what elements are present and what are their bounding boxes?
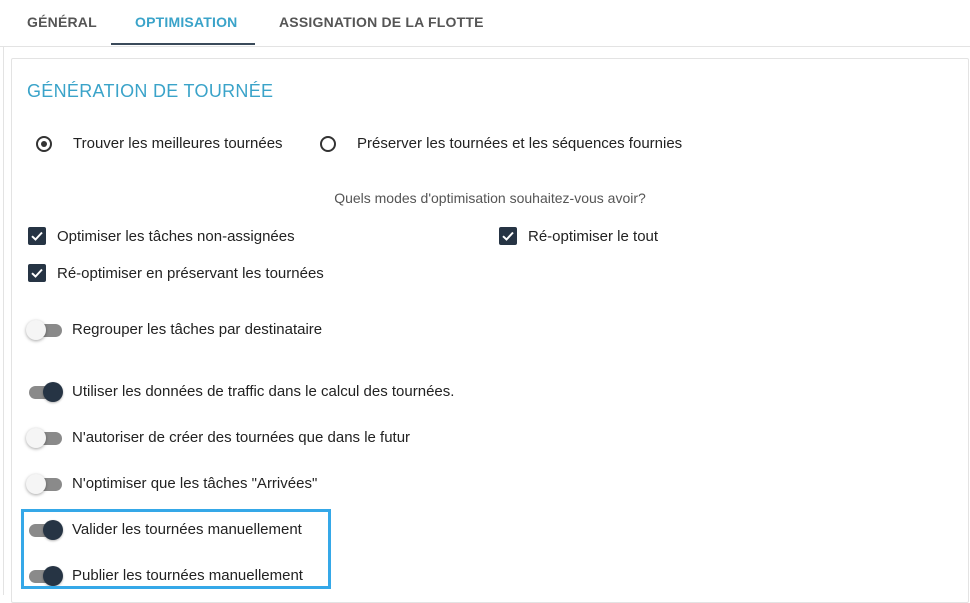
toggle-regrouper-destinataire[interactable] bbox=[27, 320, 63, 340]
radio-selected-dot bbox=[41, 141, 47, 147]
checkbox-optimiser-non-assignees[interactable] bbox=[28, 227, 46, 245]
toggle-donnees-traffic[interactable] bbox=[27, 382, 63, 402]
checkbox-label-reoptimiser-tout: Ré-optimiser le tout bbox=[528, 228, 659, 245]
check-icon bbox=[28, 227, 46, 245]
tab-bar bbox=[0, 0, 970, 47]
radio-preserver-tournees[interactable] bbox=[320, 136, 336, 152]
question-text: Quels modes d'optimisation souhaitez-vous avoir? bbox=[334, 190, 646, 206]
checkbox-reoptimiser-tout[interactable] bbox=[499, 227, 517, 245]
checkbox-label-optimiser-non-assignees: Optimiser les tâches non-assignées bbox=[57, 228, 295, 245]
toggle-label-regrouper-destinataire: Regrouper les tâches par destinataire bbox=[72, 321, 323, 338]
toggle-knob bbox=[26, 320, 46, 340]
radio-label-preserver-tournees: Préserver les tournées et les séquences fournies bbox=[357, 135, 683, 152]
toggle-label-taches-arrivees: N'optimiser que les tâches "Arrivées" bbox=[72, 475, 318, 492]
section-title: GÉNÉRATION DE TOURNÉE bbox=[27, 81, 274, 101]
toggle-label-publier-manuellement: Publier les tournées manuellement bbox=[72, 567, 303, 584]
toggle-knob bbox=[43, 382, 63, 402]
toggle-taches-arrivees[interactable] bbox=[27, 474, 63, 494]
toggle-knob bbox=[26, 474, 46, 494]
toggle-label-valider-manuellement: Valider les tournées manuellement bbox=[72, 521, 302, 538]
highlight-box bbox=[21, 509, 331, 589]
radio-meilleures-tournees[interactable] bbox=[36, 136, 52, 152]
radio-label-meilleures-tournees: Trouver les meilleures tournées bbox=[73, 135, 283, 152]
tab-optimisation[interactable]: OPTIMISATION bbox=[135, 14, 238, 30]
toggle-label-tournees-futur: N'autoriser de créer des tournées que dans le futur bbox=[72, 429, 411, 446]
toggle-label-donnees-traffic: Utiliser les données de traffic dans le calcul des tournées. bbox=[72, 383, 455, 400]
toggle-knob bbox=[26, 428, 46, 448]
divider bbox=[3, 46, 4, 595]
checkbox-label-reoptimiser-preservant: Ré-optimiser en préservant les tournées bbox=[57, 265, 324, 282]
checkbox-reoptimiser-preservant[interactable] bbox=[28, 264, 46, 282]
check-icon bbox=[499, 227, 517, 245]
check-icon bbox=[28, 264, 46, 282]
toggle-tournees-futur[interactable] bbox=[27, 428, 63, 448]
active-tab-indicator bbox=[111, 43, 255, 45]
tab-general[interactable]: GÉNÉRAL bbox=[27, 14, 97, 30]
tab-assignation-flotte[interactable]: ASSIGNATION DE LA FLOTTE bbox=[279, 14, 484, 30]
